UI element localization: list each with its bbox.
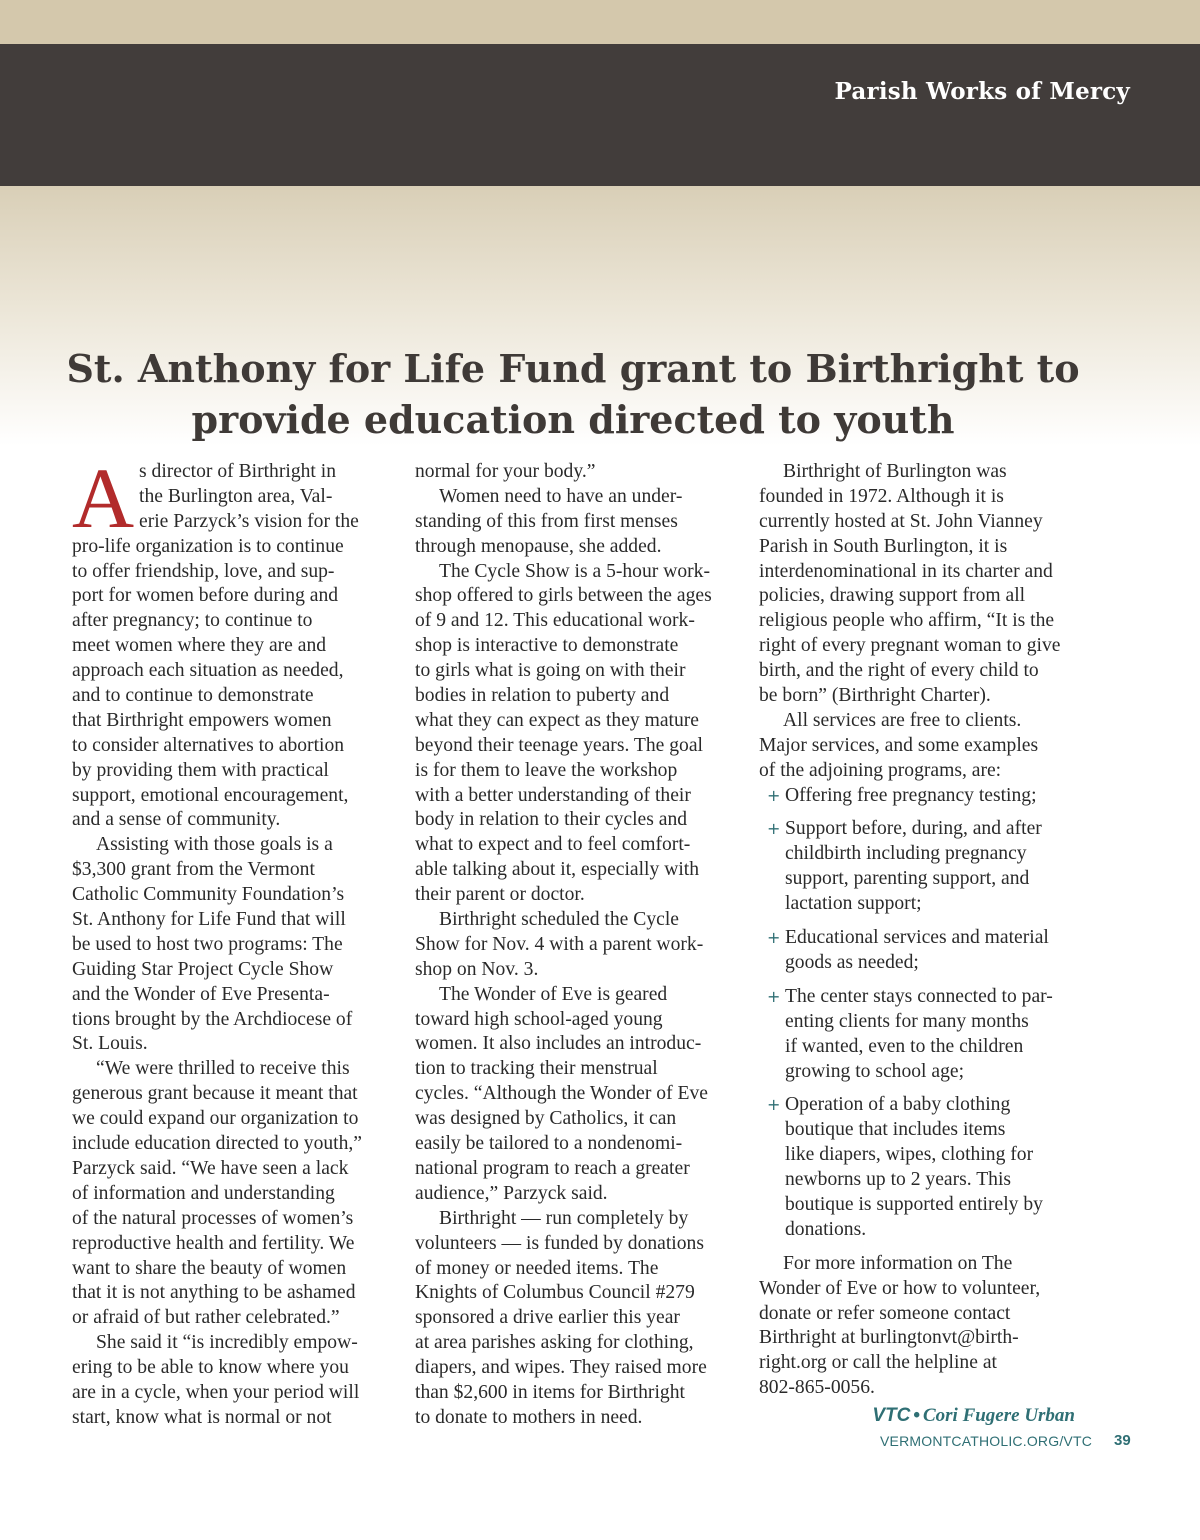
text-line: Women need to have an under- <box>439 485 683 507</box>
text-line: women. It also includes an introduc- <box>415 1033 702 1055</box>
text-line: what they can expect as they mature <box>415 709 699 731</box>
text-line: enting clients for many months <box>785 1010 1029 1032</box>
text-line: Wonder of Eve or how to volunteer, <box>759 1277 1041 1299</box>
text-line: port for women before during and <box>72 585 339 607</box>
text-line: we could expand our organization to <box>72 1108 359 1130</box>
text-line: are in a cycle, when your period will <box>72 1381 360 1403</box>
text-line: through menopause, she added. <box>415 535 662 557</box>
text-line: 802-865-0056. <box>759 1377 875 1399</box>
text-line: bodies in relation to puberty and <box>415 685 670 707</box>
text-line: Parish in South Burlington, it is <box>759 535 1008 557</box>
text-line: interdenominational in its charter and <box>759 560 1053 582</box>
headline <box>60 343 1086 445</box>
text-line: Support before, during, and after <box>785 818 1042 840</box>
text-line: currently hosted at St. John Vianney <box>759 510 1043 532</box>
text-line: to girls what is going on with their <box>415 660 686 682</box>
text-line: Operation of a baby clothing <box>785 1094 1011 1116</box>
text-line: that Birthright empowers women <box>72 709 332 731</box>
footer-url[interactable]: VERMONTCATHOLIC.ORG/VTC <box>880 1433 1093 1449</box>
text-line: Assisting with those goals is a <box>96 834 333 856</box>
text-line: donate or refer someone contact <box>759 1302 1011 1324</box>
byline <box>872 1405 1075 1427</box>
text-line: shop is interactive to demonstrate <box>415 635 679 657</box>
text-line: able talking about it, especially with <box>415 859 700 881</box>
list-item <box>759 784 1083 809</box>
plus-bullet-icon: + <box>767 819 781 839</box>
text-line: right of every pregnant woman to give <box>759 635 1061 657</box>
text-line: goods as needed; <box>785 951 919 973</box>
text-line: and to continue to demonstrate <box>72 685 314 707</box>
column-3-outro <box>759 1252 1083 1401</box>
text-line: For more information on The <box>783 1252 1013 1274</box>
column-2-body <box>415 460 737 1431</box>
headline-line: St. Anthony for Life Fund grant to Birthright to <box>66 346 1080 391</box>
column-3-intro <box>759 460 1083 784</box>
plus-bullet-icon: + <box>767 986 781 1006</box>
text-line: Offering free pregnancy testing; <box>785 784 1037 806</box>
page-number: 39 <box>1114 1432 1131 1449</box>
text-line: easily be tailored to a nondenomi- <box>415 1133 683 1155</box>
text-line: shop offered to girls between the ages <box>415 585 712 607</box>
list-item <box>759 817 1083 917</box>
text-line: body in relation to their cycles and <box>415 809 688 831</box>
byline-separator: • <box>913 1405 920 1426</box>
headline-line: provide education directed to youth <box>191 397 955 442</box>
text-line: volunteers — is funded by donations <box>415 1232 704 1254</box>
text-line: support, parenting support, and <box>785 868 1030 890</box>
text-line: toward high school-aged young <box>415 1008 663 1030</box>
text-line: like diapers, wipes, clothing for <box>785 1144 1034 1166</box>
text-line: of the natural processes of women’s <box>72 1207 354 1229</box>
text-line: The Wonder of Eve is geared <box>439 983 668 1005</box>
article-column-1 <box>72 450 390 1431</box>
text-line: She said it “is incredibly empow- <box>96 1332 358 1354</box>
text-line: The center stays connected to par- <box>785 985 1053 1007</box>
text-line: founded in 1972. Although it is <box>759 485 1004 507</box>
text-line: birth, and the right of every child to <box>759 660 1039 682</box>
text-line: reproductive health and fertility. We <box>72 1232 355 1254</box>
text-line: what to expect and to feel comfort- <box>415 834 691 856</box>
text-line: shop on Nov. 3. <box>415 958 539 980</box>
text-line: audience,” Parzyck said. <box>415 1182 608 1204</box>
text-line: Birthright — run completely by <box>439 1207 689 1229</box>
text-line: with a better understanding of their <box>415 784 691 806</box>
text-line: at area parishes asking for clothing, <box>415 1332 694 1354</box>
text-line: normal for your body.” <box>415 461 596 482</box>
text-line: meet women where they are and <box>72 635 327 657</box>
plus-bullet-icon: + <box>767 928 781 948</box>
article-column-3 <box>759 460 1083 1401</box>
byline-publication: VTC <box>872 1405 911 1426</box>
top-strip <box>0 0 1200 44</box>
text-line: lactation support; <box>785 893 922 915</box>
text-line: include education directed to youth,” <box>72 1133 362 1155</box>
text-line: donations. <box>785 1218 867 1240</box>
text-line: standing of this from first menses <box>415 510 678 532</box>
text-line: to offer friendship, love, and sup- <box>72 560 335 582</box>
text-line: the Burlington area, Val- <box>139 485 333 507</box>
list-item <box>759 985 1083 1085</box>
text-line: childbirth including pregnancy <box>785 843 1027 865</box>
text-line: Major services, and some examples <box>759 734 1039 756</box>
text-line: tions brought by the Archdiocese of <box>72 1008 353 1030</box>
text-line: is for them to leave the workshop <box>415 759 678 781</box>
text-line: diapers, and wipes. They raised more <box>415 1357 707 1379</box>
text-line: beyond their teenage years. The goal <box>415 734 703 756</box>
text-line: Birthright at burlingtonvt@birth- <box>759 1327 1019 1349</box>
text-line: Parzyck said. “We have seen a lack <box>72 1157 349 1179</box>
text-line: approach each situation as needed, <box>72 660 344 682</box>
text-line: by providing them with practical <box>72 759 329 781</box>
text-line: St. Anthony for Life Fund that will <box>72 909 346 931</box>
drop-cap: A <box>72 450 135 546</box>
list-item <box>759 1093 1083 1242</box>
text-line: of information and understanding <box>72 1182 335 1204</box>
text-line: start, know what is normal or not <box>72 1406 332 1428</box>
text-line: Show for Nov. 4 with a parent work- <box>415 933 704 955</box>
text-line: of 9 and 12. This educational work- <box>415 610 695 632</box>
header-band <box>0 44 1200 186</box>
text-line: boutique that includes items <box>785 1119 1006 1141</box>
list-item <box>759 926 1083 976</box>
byline-author: Cori Fugere Urban <box>922 1405 1075 1426</box>
text-line: Birthright scheduled the Cycle <box>439 909 679 931</box>
text-line: or afraid of but rather celebrated.” <box>72 1307 340 1329</box>
article-column-2 <box>415 460 737 1431</box>
text-line: ering to be able to know where you <box>72 1357 349 1379</box>
text-line: right.org or call the helpline at <box>759 1352 997 1374</box>
text-line: support, emotional encouragement, <box>72 784 349 806</box>
section-label: Parish Works of Mercy <box>834 78 1130 105</box>
text-line: $3,300 grant from the Vermont <box>72 859 315 881</box>
text-line: Knights of Columbus Council #279 <box>415 1282 695 1304</box>
text-line: St. Louis. <box>72 1033 148 1055</box>
column-1-body <box>72 535 390 1431</box>
text-line: was designed by Catholics, it can <box>415 1108 677 1130</box>
text-line: and the Wonder of Eve Presenta- <box>72 983 330 1005</box>
text-line: be used to host two programs: The <box>72 933 343 955</box>
text-line: newborns up to 2 years. This <box>785 1169 1012 1191</box>
text-line: Catholic Community Foundation’s <box>72 884 345 906</box>
text-line: Educational services and material <box>785 927 1049 949</box>
text-line: religious people who affirm, “It is the <box>759 610 1055 632</box>
text-line: of the adjoining programs, are: <box>759 759 1002 781</box>
text-line: pro-life organization is to continue <box>72 535 344 557</box>
text-line: erie Parzyck’s vision for the <box>139 510 359 532</box>
text-line: s director of Birthright in <box>139 461 336 482</box>
text-line: of money or needed items. The <box>415 1257 659 1279</box>
text-line: and a sense of community. <box>72 809 281 831</box>
services-list <box>759 784 1083 1243</box>
text-line: after pregnancy; to continue to <box>72 610 313 632</box>
text-line: if wanted, even to the children <box>785 1035 1024 1057</box>
plus-bullet-icon: + <box>767 785 781 805</box>
text-line: The Cycle Show is a 5-hour work- <box>439 560 710 582</box>
text-line: their parent or doctor. <box>415 884 585 906</box>
text-line: “We were thrilled to receive this <box>96 1058 350 1080</box>
text-line: tion to tracking their menstrual <box>415 1058 658 1080</box>
text-line: Birthright of Burlington was <box>783 461 1007 482</box>
text-line: than $2,600 in items for Birthright <box>415 1381 685 1403</box>
text-line: sponsored a drive earlier this year <box>415 1307 680 1329</box>
text-line: to donate to mothers in need. <box>415 1406 643 1428</box>
text-line: boutique is supported entirely by <box>785 1193 1043 1215</box>
text-line: to consider alternatives to abortion <box>72 734 345 756</box>
text-line: national program to reach a greater <box>415 1157 690 1179</box>
text-line: policies, drawing support from all <box>759 585 1026 607</box>
text-line: Guiding Star Project Cycle Show <box>72 958 334 980</box>
text-line: be born” (Birthright Charter). <box>759 685 991 707</box>
plus-bullet-icon: + <box>767 1095 781 1115</box>
text-line: growing to school age; <box>785 1060 965 1082</box>
text-line: want to share the beauty of women <box>72 1257 347 1279</box>
text-line: cycles. “Although the Wonder of Eve <box>415 1083 708 1105</box>
text-line: generous grant because it meant that <box>72 1083 358 1105</box>
text-line: that it is not anything to be ashamed <box>72 1282 356 1304</box>
text-line: All services are free to clients. <box>783 709 1022 731</box>
